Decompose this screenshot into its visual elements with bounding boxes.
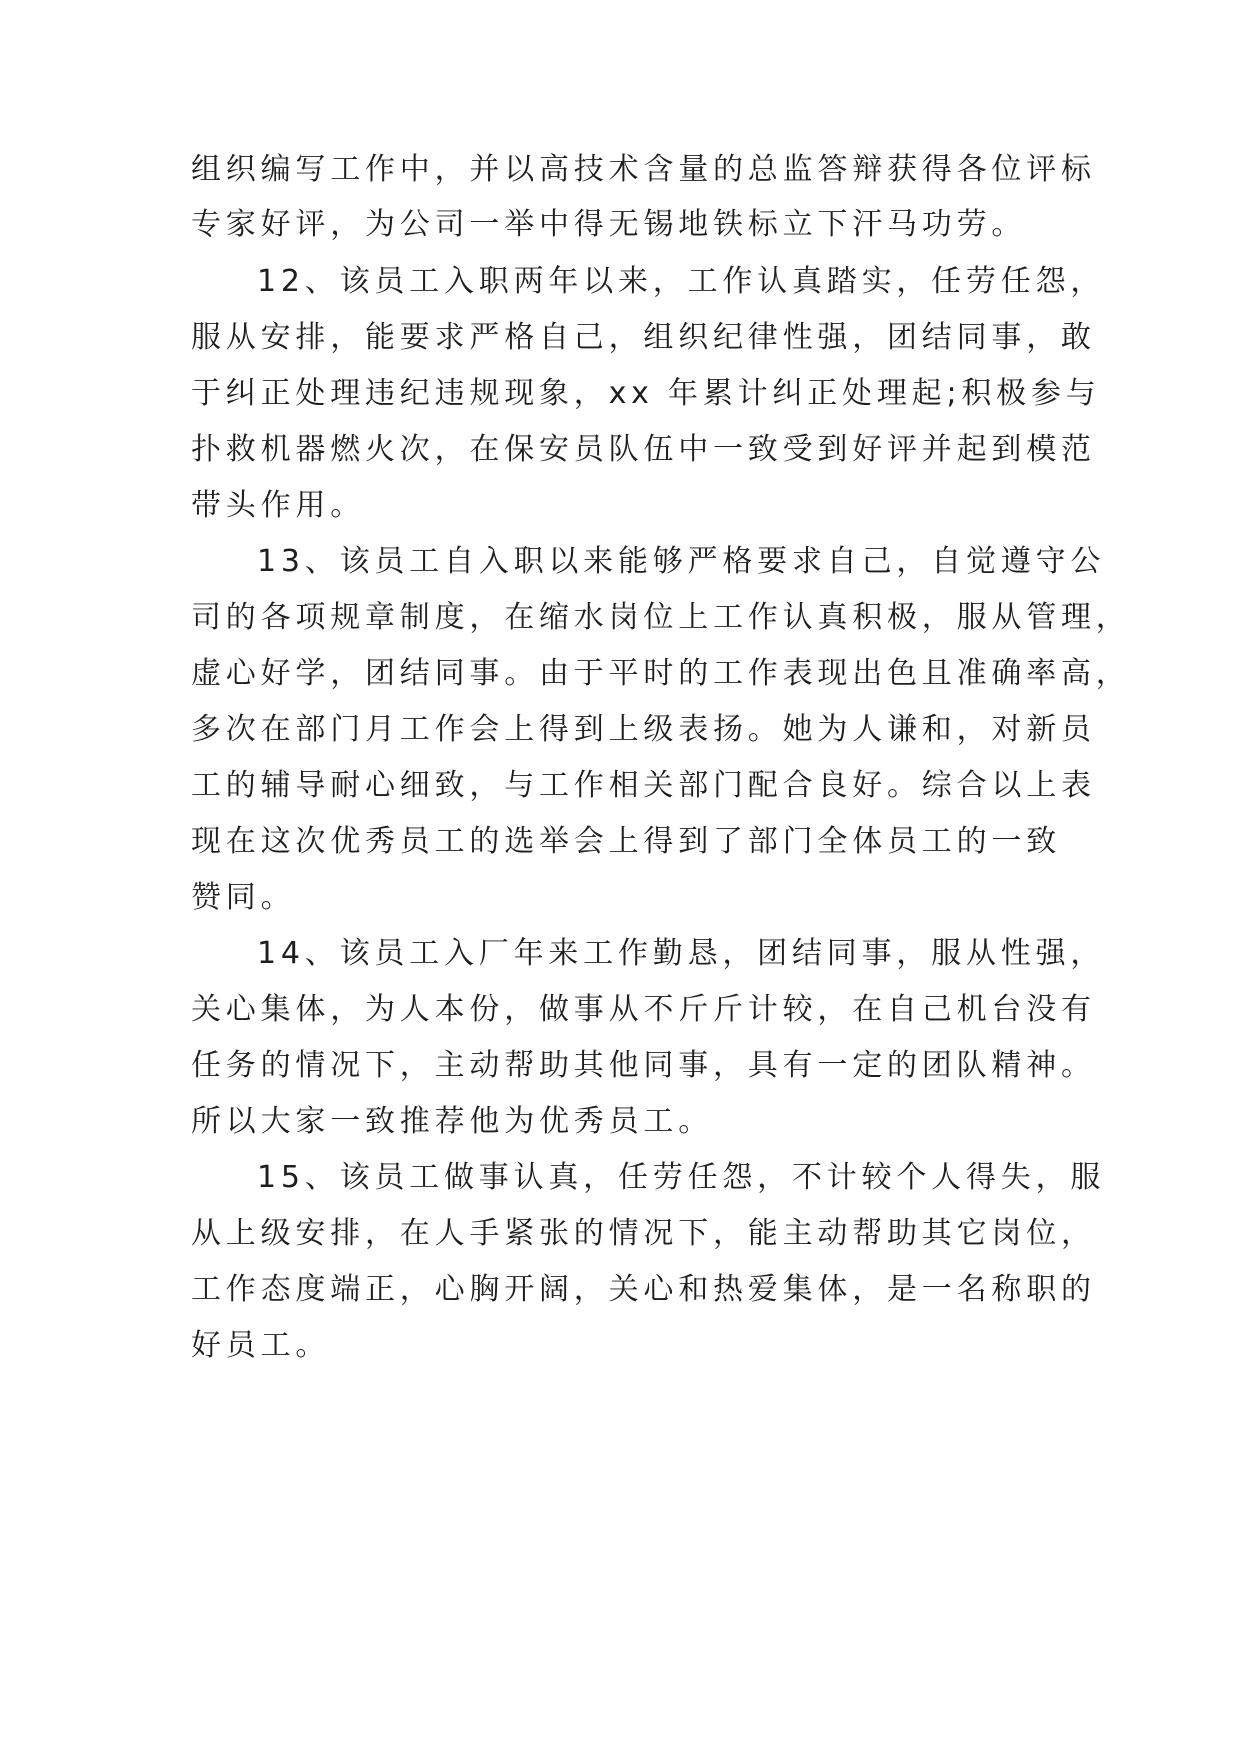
text-line: 赞同。 xyxy=(191,880,296,915)
text-line: 所以大家一致推荐他为优秀员工。 xyxy=(191,1104,713,1139)
text-line: 任务的情况下，主动帮助其他同事，具有一定的团队精神。 xyxy=(191,1048,1096,1083)
text-line: 从上级安排，在人手紧张的情况下，能主动帮助其它岗位， xyxy=(191,1216,1096,1251)
text-line: 多次在部门月工作会上得到上级表扬。她为人谦和，对新员 xyxy=(191,712,1096,747)
text-line: 服从安排，能要求严格自己，组织纪律性强，团结同事，敢 xyxy=(191,320,1096,355)
text-line: 司的各项规章制度，在缩水岗位上工作认真积极，服从管理， xyxy=(191,600,1131,635)
text-line: 13、该员工自入职以来能够严格要求自己，自觉遵守公 xyxy=(257,544,1106,579)
text-line: 工的辅导耐心细致，与工作相关部门配合良好。综合以上表 xyxy=(191,768,1096,803)
text-line: 好员工。 xyxy=(191,1328,331,1363)
text-line: 带头作用。 xyxy=(191,488,365,523)
text-line: 于纠正处理违纪违规现象，xx 年累计纠正处理起;积极参与 xyxy=(191,376,1101,411)
text-line: 虚心好学，团结同事。由于平时的工作表现出色且准确率高， xyxy=(191,656,1131,691)
text-line: 专家好评，为公司一举中得无锡地铁标立下汗马功劳。 xyxy=(191,207,1027,242)
text-line: 12、该员工入职两年以来，工作认真踏实，任劳任怨， xyxy=(257,264,1106,299)
text-line: 现在这次优秀员工的选举会上得到了部门全体员工的一致 xyxy=(191,824,1061,859)
text-line: 工作态度端正，心胸开阔，关心和热爱集体，是一名称职的 xyxy=(191,1272,1096,1307)
text-line: 14、该员工入厂年来工作勤恳，团结同事，服从性强， xyxy=(257,936,1106,971)
text-line: 15、该员工做事认真，任劳任怨，不计较个人得失，服 xyxy=(257,1160,1106,1195)
text-line: 关心集体，为人本份，做事从不斤斤计较，在自己机台没有 xyxy=(191,992,1096,1027)
text-line: 组织编写工作中，并以高技术含量的总监答辩获得各位评标 xyxy=(191,152,1096,187)
text-line: 扑救机器燃火次，在保安员队伍中一致受到好评并起到模范 xyxy=(191,432,1096,467)
